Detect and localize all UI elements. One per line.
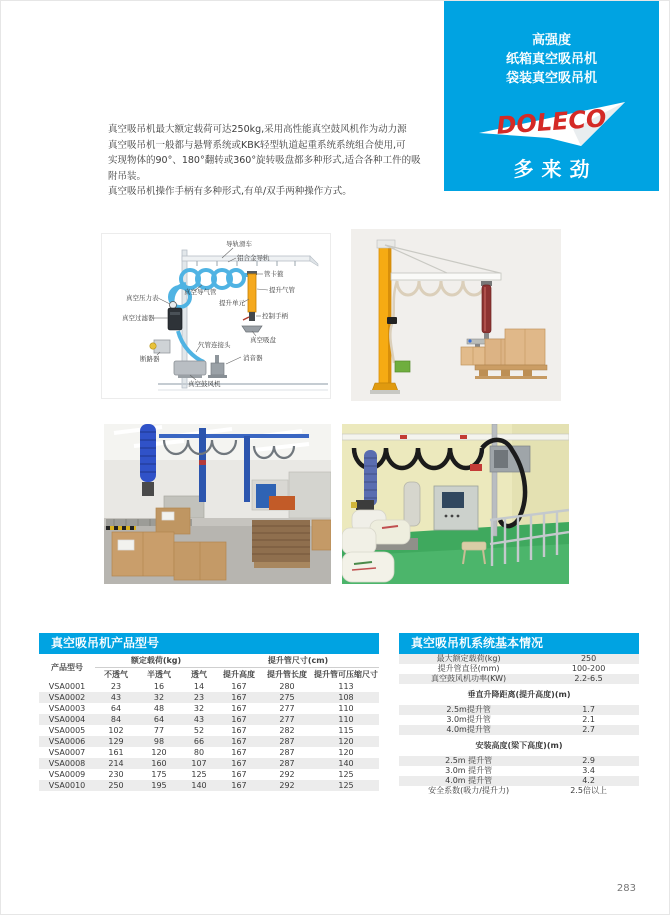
sub-header: 半透气 [147,670,171,679]
header-banner [444,1,659,191]
label-rail-trolley: 导轨滑车 [226,240,252,248]
intro-line: 真空吸吊机一般都与悬臂系统或KBK轻型轨道起重系统系统组合使用,可 [108,139,406,151]
label-breaker: 断路器 [140,355,160,363]
intro-line: 实现物体的90°、180°翻转或360°旋转吸盘都多种形式,适合各种工件的吸 [108,155,421,167]
hose-fitting [387,317,397,324]
sub-header: 提升管可压缩尺寸 [314,670,379,679]
header-line-2: 纸箱真空吸吊机 [505,52,597,67]
sub-header: 提升高度 [223,670,256,679]
group-header-tube: 提升管尺寸(cm) [217,654,379,668]
table-row: VSA0006 129 98 66 167 287 120 [39,736,379,747]
table-row: 安全系数(吸力/提升力) 2.5倍以上 [428,786,607,795]
table-row: VSA0010 250 195 140 167 292 125 [39,780,379,791]
header-line-1: 高强度 [531,33,571,48]
warehouse-photo [104,424,331,584]
table-row: 3.0m 提升管 3.4 [445,766,595,775]
doleco-logo-text: DOLECO [495,104,607,140]
table-row: 2.5m提升管 1.7 [399,705,639,715]
label-control-handle: 控制手柄 [262,312,288,320]
factory-photo [342,424,569,584]
table-row: VSA0009 230 175 125 167 292 125 [48,770,354,779]
label-blower: 真空鼓风机 [188,380,221,388]
ceiling-rail [342,434,569,440]
label-pipe-connector: 气管连接头 [198,341,231,349]
table-row: 提升管直径(mm) 100-200 [437,664,606,673]
group-header-load: 额定载荷(kg) [95,654,217,668]
intro-line: 附吊装。 [108,170,147,182]
intro-paragraph [108,122,440,200]
table-row: 真空鼓风机功率(KW) 2.2-6.5 [399,674,639,684]
jib-crane-diagram [351,229,561,401]
page-number: 283 [616,883,636,894]
table-row: VSA0002 43 32 23 167 275 108 [39,692,379,703]
section-header: 安装高度(梁下高度)(m) [475,741,563,750]
label-lift-tube: 提升气管 [269,286,295,294]
blue-lift-tube [140,424,156,496]
doleco-logo-icon [477,99,627,151]
sub-header: 提升管长度 [267,670,308,679]
table-row: VSA0001 23 16 14 167 280 113 [48,682,354,691]
label-pipe-clamp: 管卡箍 [264,270,284,278]
system-basics-table [399,633,639,796]
table-row: VSA0004 84 64 43 167 277 110 [39,714,379,725]
label-alu-rail: 铝合金导轨 [237,254,270,262]
table-row: VSA0008 214 160 107 167 287 140 [39,758,379,769]
brand-logo [444,99,659,182]
table-row: 最大额定载荷(kg) 250 [399,654,639,664]
sub-header: 透气 [191,670,207,679]
table-row: 4.0m 提升管 4.2 [399,776,639,786]
col-header-model: 产品型号 [51,663,83,672]
table-row: 4.0m提升管 2.7 [399,725,639,735]
section-header: 垂直升降距离(提升高度)(m) [467,690,571,699]
header-line-3: 袋装真空吸吊机 [505,71,597,86]
label-vacuum-filter: 真空过滤器 [122,314,155,322]
logo-chinese-name: 多来劲 [513,157,598,181]
label-lift-unit: 提升单元 [219,299,245,307]
table-row: VSA0007 161 120 80 167 287 120 [48,748,354,757]
rail-system-diagram [101,233,331,399]
system-table-title: 真空吸吊机系统基本情况 [399,633,639,654]
product-models-table [39,633,379,791]
steel-tank [404,482,420,526]
label-muffler: 消音器 [243,354,263,362]
table-row: VSA0003 64 48 32 167 277 110 [48,704,354,713]
breaker-box [150,340,170,353]
intro-line: 真空吸吊机最大额定载荷可达250kg,采用高性能真空鼓风机作为动力源 [108,124,407,135]
table-row: 2.5m 提升管 2.9 [399,756,639,766]
lift-tube-red [481,281,492,339]
table-row: 3.0m提升管 2.1 [446,715,595,724]
label-pressure-gauge: 真空压力表 [126,294,159,302]
label-suction-pad: 真空吸盘 [250,336,276,344]
label-air-duct: 真空导气管 [184,288,217,296]
sub-header: 不透气 [104,670,128,679]
pump-green [395,361,410,372]
table-row: VSA0005 102 77 52 167 282 115 [48,726,354,735]
product-table-title: 真空吸吊机产品型号 [39,633,379,654]
intro-line: 真空吸吊机操作手柄有多种形式,有单/双手两种操作方式。 [108,186,352,198]
